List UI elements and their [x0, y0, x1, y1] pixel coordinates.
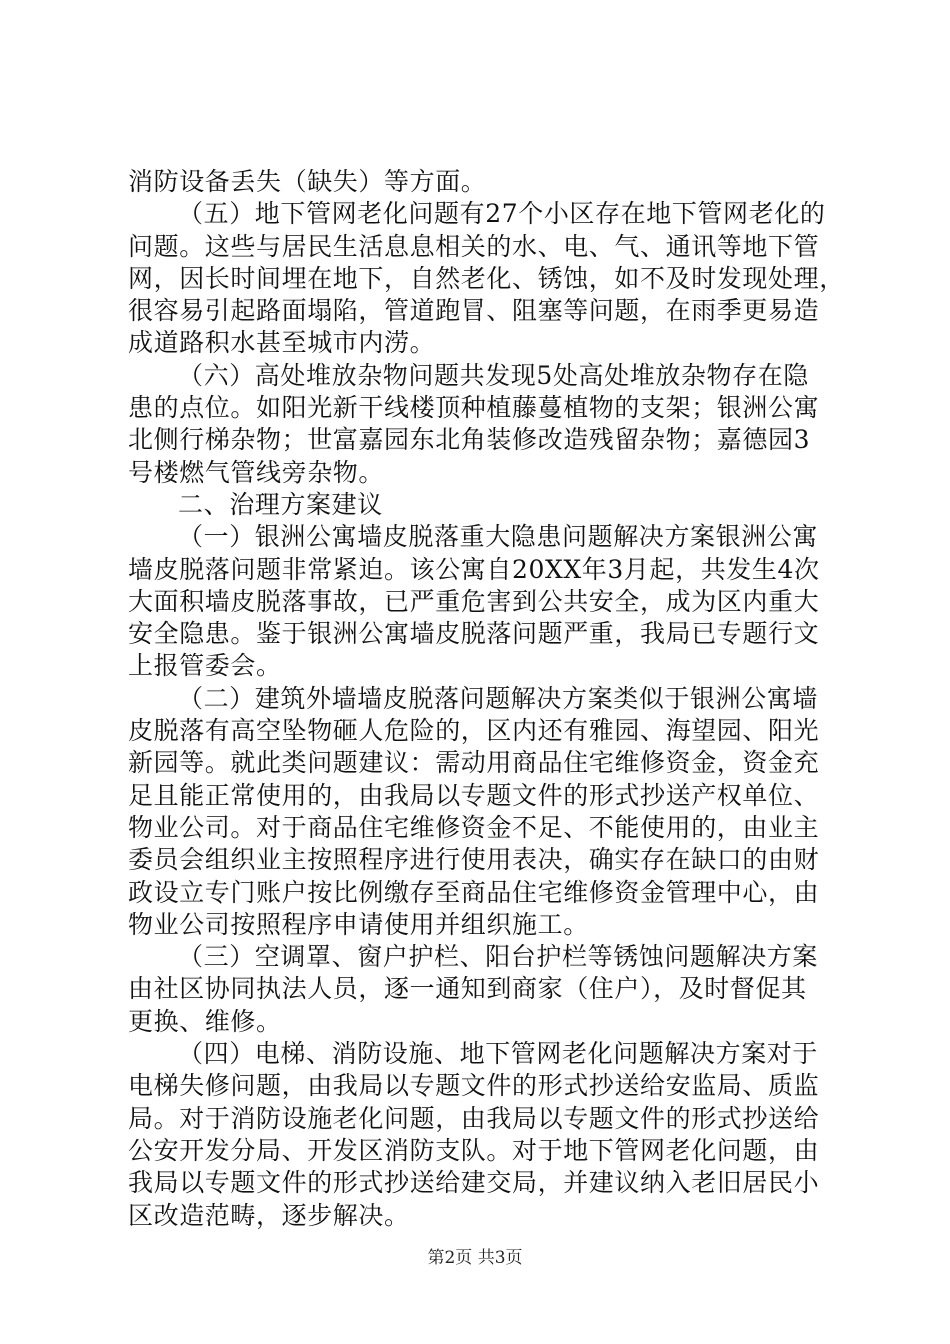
text-line: 号楼燃气管线旁杂物。	[128, 457, 385, 487]
text-line: 墙皮脱落问题非常紧迫。该公寓自20XX年3月起，共发生4次	[128, 554, 820, 584]
text-line: 二、治理方案建议	[178, 489, 383, 519]
text-line: （六）高处堆放杂物问题共发现5处高处堆放杂物存在隐	[178, 360, 809, 390]
text-line: 我局以专题文件的形式抄送给建交局，并建议纳入老旧居民小	[128, 1168, 820, 1198]
text-line: 电梯失修问题，由我局以专题文件的形式抄送给安监局、质监	[128, 1071, 820, 1101]
text-line: 上报管委会。	[128, 651, 282, 681]
text-line: （五）地下管网老化问题有27个小区存在地下管网老化的	[178, 199, 826, 229]
text-line: 政设立专门账户按比例缴存至商品住宅维修资金管理中心，由	[128, 877, 820, 907]
text-line: 皮脱落有高空坠物砸人危险的，区内还有雅园、海望园、阳光	[128, 716, 820, 746]
text-line: 区改造范畴，逐步解决。	[128, 1200, 410, 1230]
text-line: （一）银洲公寓墙皮脱落重大隐患问题解决方案银洲公寓	[178, 522, 819, 552]
text-line: 网，因长时间埋在地下，自然老化、锈蚀，如不及时发现处理，	[128, 263, 845, 293]
text-line: 由社区协同执法人员，逐一通知到商家（住户），及时督促其	[128, 974, 807, 1004]
page-number-footer: 第2页 共3页	[427, 1248, 523, 1268]
text-line: 很容易引起路面塌陷，管道跑冒、阻塞等问题，在雨季更易造	[128, 296, 820, 326]
document-body	[128, 166, 845, 1232]
text-line: 消防设备丢失（缺失）等方面。	[128, 167, 487, 196]
text-line: 更换、维修。	[128, 1006, 282, 1036]
text-line: 成道路积水甚至城市内涝。	[128, 328, 436, 358]
text-line: 问题。这些与居民生活息息相关的水、电、气、通讯等地下管	[128, 231, 820, 261]
text-line: 大面积墙皮脱落事故，已严重危害到公共安全，成为区内重大	[128, 586, 820, 616]
text-line: （二）建筑外墙墙皮脱落问题解决方案类似于银洲公寓墙	[178, 683, 819, 713]
text-line: 新园等。就此类问题建议：需动用商品住宅维修资金，资金充	[128, 748, 820, 778]
text-line: （四）电梯、消防设施、地下管网老化问题解决方案对于	[178, 1039, 819, 1069]
text-line: 足且能正常使用的，由我局以专题文件的形式抄送产权单位、	[128, 780, 820, 810]
text-line: 委员会组织业主按照程序进行使用表决，确实存在缺口的由财	[128, 845, 820, 875]
text-line: 物业公司按照程序申请使用并组织施工。	[128, 909, 589, 939]
text-line: 患的点位。如阳光新干线楼顶种植藤蔓植物的支架；银洲公寓	[128, 393, 820, 423]
text-line: 北侧行梯杂物；世富嘉园东北角装修改造残留杂物；嘉德园3	[128, 425, 811, 455]
text-line: 局。对于消防设施老化问题，由我局以专题文件的形式抄送给	[128, 1103, 820, 1133]
text-line: 公安开发分局、开发区消防支队。对于地下管网老化问题，由	[128, 1135, 820, 1165]
text-line: 物业公司。对于商品住宅维修资金不足、不能使用的，由业主	[128, 812, 820, 842]
text-line: 安全隐患。鉴于银洲公寓墙皮脱落问题严重，我局已专题行文	[128, 619, 820, 649]
text-line: （三）空调罩、窗户护栏、阳台护栏等锈蚀问题解决方案	[178, 942, 819, 972]
